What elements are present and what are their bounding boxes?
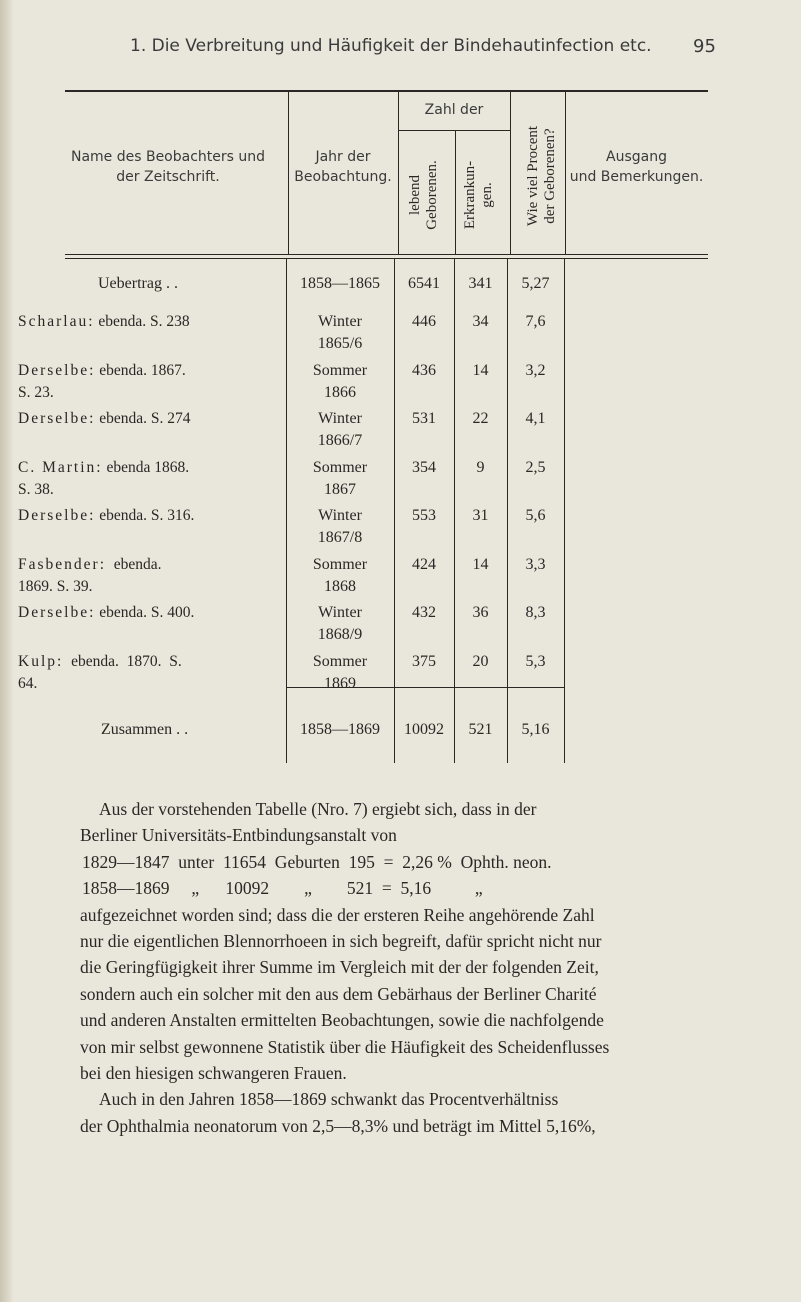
row-name <box>18 555 162 575</box>
row-year-cont: 1866/7 <box>317 432 363 449</box>
row-pct: 3,2 <box>525 361 546 379</box>
vrule-3 <box>455 130 456 254</box>
formula-line: 1829—1847 unter 11654 Geburten 195 = 2,26 % Ophth. neon. <box>82 851 552 872</box>
body-text <box>80 796 720 1139</box>
row-name <box>18 409 191 429</box>
row-pct: 8,3 <box>525 604 546 621</box>
row-born: 354 <box>412 458 436 476</box>
row-pct: 4,1 <box>525 410 546 427</box>
text-line: Aus der vorstehenden Tabelle (Nro. 7) ergiebt sich, dass in der <box>99 799 537 819</box>
row-year: Winter <box>318 313 362 330</box>
row-name <box>18 603 194 623</box>
row-name-cont: S. 38. <box>18 480 54 498</box>
table-top-rule <box>65 90 708 92</box>
row-year: Winter <box>318 507 362 524</box>
row-year-cont: 1867 <box>324 480 356 498</box>
row-born: 375 <box>412 652 436 670</box>
row-name <box>18 361 186 381</box>
row-born: 424 <box>412 555 436 573</box>
row-year: Sommer <box>312 458 368 476</box>
row-born: 432 <box>412 604 436 621</box>
carry-label: Uebertrag . . <box>98 275 178 292</box>
header-title: 1. Die Verbreitung und Häufigkeit der Bindehautinfection etc. <box>130 36 652 56</box>
row-year-cont: 1868/9 <box>317 626 363 643</box>
row-pct: 5,6 <box>525 507 546 524</box>
text-line: Berliner Universitäts-Entbindungsanstalt von <box>80 825 397 846</box>
statistics-table <box>18 90 708 780</box>
journal-ref: ebenda. <box>106 555 162 573</box>
row-year-cont: 1866 <box>324 383 356 401</box>
text-line: sondern auch ein solcher mit den aus dem Gebärhaus der Berliner Charité <box>80 983 597 1004</box>
row-born: 446 <box>412 313 436 330</box>
col-ausgang-header: Ausgang und Bemerkungen. <box>569 149 704 185</box>
journal-ref: ebenda. S. 274 <box>95 410 191 427</box>
carry-year: 1858—1865 <box>300 275 380 292</box>
text-line: Auch in den Jahren 1858—1869 schwankt das Procentverhältniss <box>99 1089 559 1110</box>
text-line: nur die eigentlichen Blennorrhoeen in sich begreift, dafür spricht nicht nur <box>80 931 602 952</box>
text-line: aufgezeichnet worden sind; dass die der ersteren Reihe angehörende Zahl <box>80 904 595 925</box>
row-pct: 7,6 <box>525 313 546 330</box>
journal-ref: ebenda. 1870. S. <box>63 652 182 670</box>
total-born: 10092 <box>404 721 444 738</box>
header-rule-2 <box>65 258 708 259</box>
observer-name: Kulp: <box>18 652 64 670</box>
text-line: der Ophthalmia neonatorum von 2,5—8,3% und beträgt im Mittel 5,16%, <box>80 1115 596 1136</box>
row-year-cont: 1865/6 <box>317 335 363 352</box>
journal-ref: ebenda. S. 400. <box>95 604 195 621</box>
row-year-cont: 1867/8 <box>317 529 363 546</box>
col-year-header: Jahr der Beobachtung. <box>294 149 392 185</box>
row-pct: 2,5 <box>525 458 546 476</box>
col-zahl-header: Zahl der <box>424 102 484 118</box>
vrule-body-5 <box>564 258 565 763</box>
row-born: 553 <box>412 507 436 524</box>
carry-born: 6541 <box>408 275 440 292</box>
observer-name: Derselbe: <box>18 361 96 379</box>
page-number: 95 <box>693 36 716 57</box>
row-ill: 20 <box>472 652 489 670</box>
journal-ref: ebenda. S. 238 <box>94 313 190 330</box>
observer-name: C. Martin: <box>18 458 103 476</box>
carry-ill: 341 <box>468 275 493 292</box>
zahl-rule <box>398 130 510 131</box>
col-procent-header: Wie viel Procent der Geborenen? <box>525 125 558 227</box>
row-pct: 5,3 <box>525 652 546 670</box>
row-born: 436 <box>412 361 436 379</box>
text-line: und anderen Anstalten ermittelten Beobachtungen, sowie die nachfolgende <box>80 1010 604 1031</box>
col-name-header: Name des Beobachters und der Zeitschrift. <box>70 149 266 185</box>
row-year: Sommer <box>312 555 368 573</box>
journal-ref: ebenda. S. 316. <box>95 507 195 524</box>
row-name <box>18 506 194 526</box>
row-year-cont: 1869 <box>324 674 356 692</box>
observer-name: Fasbender: <box>18 555 107 573</box>
text-line: bei den hiesigen schwangeren Frauen. <box>80 1063 347 1084</box>
row-ill: 14 <box>472 555 489 573</box>
page-edge <box>0 0 14 1302</box>
row-year: Winter <box>318 410 362 427</box>
row-born: 531 <box>412 410 436 427</box>
row-name-cont: 1869. S. 39. <box>18 577 93 595</box>
row-name <box>18 652 182 672</box>
total-ill: 521 <box>468 721 493 738</box>
row-name-cont: 64. <box>18 674 38 692</box>
row-year: Sommer <box>312 361 368 379</box>
total-label: Zusammen . . <box>101 721 189 738</box>
text-line: die Geringfügigkeit ihrer Summe im Vergleich mit der der folgenden Zeit, <box>80 957 599 978</box>
header-rule-1 <box>65 254 708 255</box>
row-ill: 36 <box>472 604 489 621</box>
carry-pct: 5,27 <box>521 275 550 292</box>
row-ill: 34 <box>472 313 489 330</box>
journal-ref: ebenda 1868. <box>102 458 190 476</box>
formula-line: 1858—1869 „ 10092 „ 521 = 5,16 „ <box>82 878 483 899</box>
row-name-cont: S. 23. <box>18 383 54 401</box>
observer-name: Derselbe: <box>18 507 96 524</box>
row-ill: 14 <box>472 361 489 379</box>
row-pct: 3,3 <box>525 555 546 573</box>
vrule-4 <box>510 90 511 254</box>
row-ill: 22 <box>472 410 489 427</box>
text-line: von mir selbst gewonnene Statistik über die Häufigkeit des Scheidenflusses <box>80 1036 610 1057</box>
observer-name: Derselbe: <box>18 604 96 621</box>
row-year: Winter <box>318 604 362 621</box>
row-year-cont: 1868 <box>324 577 356 595</box>
row-ill: 9 <box>476 458 485 476</box>
journal-ref: ebenda. 1867. <box>95 361 186 379</box>
col-erkrank-header: Erkrankun- gen. <box>462 160 495 230</box>
running-header <box>0 36 801 66</box>
row-name <box>18 312 190 332</box>
observer-name: Derselbe: <box>18 410 96 427</box>
total-pct: 5,16 <box>521 721 550 738</box>
row-ill: 31 <box>472 507 489 524</box>
observer-name: Scharlau: <box>18 313 95 330</box>
col-lebend-header: lebend Geborenen. <box>407 160 440 230</box>
row-name <box>18 458 189 478</box>
row-year: Sommer <box>312 652 368 670</box>
total-year: 1858—1869 <box>300 721 380 738</box>
